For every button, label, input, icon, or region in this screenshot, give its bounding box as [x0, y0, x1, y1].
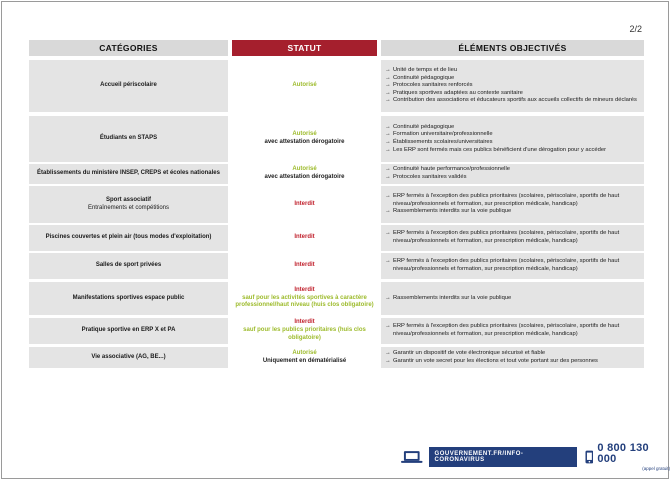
element-bullet: [385, 350, 640, 358]
header-categories: CATÉGORIES: [29, 40, 228, 56]
table-row: [29, 253, 644, 279]
element-bullet: [385, 323, 640, 338]
table-row: [29, 318, 644, 344]
element-text: Rassemblements interdits sur la voie publique: [393, 294, 512, 301]
elements-cell: [381, 60, 644, 112]
elements-cell: [381, 318, 644, 344]
elements-cell: [381, 347, 644, 368]
arrow-icon: →: [385, 174, 391, 180]
table-row: [29, 282, 644, 315]
category-sublabel: Entraînements et compétitions: [87, 204, 170, 211]
footer: [401, 442, 670, 471]
arrow-icon: →: [385, 258, 391, 265]
arrow-icon: →: [385, 208, 391, 215]
status-cell: [232, 347, 377, 368]
status-cell: [232, 60, 377, 112]
element-bullet: [385, 97, 640, 105]
status-value: Interdit: [294, 319, 315, 326]
element-text: Protocoles sanitaires renforcés: [393, 82, 473, 89]
element-text: ERP fermés à l'exception des publics prioritaires (scolaires, périscolaire, sportifs de haut niveau/professionnels et formation, sur prescription médicale, handicap): [393, 323, 620, 337]
arrow-icon: →: [385, 323, 391, 330]
category-label: Pratique sportive en ERP X et PA: [81, 327, 176, 334]
status-cell: [232, 318, 377, 344]
element-bullet: [385, 139, 640, 147]
element-text: Garantir un vote secret pour les élections et tout vote portant sur des personnes: [393, 357, 598, 364]
table-row: [29, 225, 644, 251]
element-bullet: [385, 67, 640, 75]
arrow-icon: →: [385, 97, 391, 104]
category-cell: [29, 116, 228, 162]
laptop-icon: [401, 450, 423, 464]
category-cell: [29, 164, 228, 184]
element-bullet: [385, 131, 640, 139]
element-bullet: [385, 124, 640, 132]
category-cell: [29, 282, 228, 315]
status-value: Interdit: [294, 234, 315, 241]
category-cell: [29, 253, 228, 279]
table-row: [29, 116, 644, 162]
arrow-icon: →: [385, 146, 391, 153]
category-label: Accueil périscolaire: [100, 82, 157, 89]
category-label: Salles de sport privées: [95, 262, 162, 269]
category-label: Établissements du ministère INSEP, CREPS et écoles nationales: [37, 170, 220, 177]
element-text: ERP fermés à l'exception des publics prioritaires (scolaires, périscolaire, sportifs de haut niveau/professionnels et formation, sur prescription médicale, handicap): [393, 230, 620, 244]
arrow-icon: →: [385, 74, 391, 81]
status-value: Interdit: [294, 262, 315, 269]
arrow-icon: →: [385, 357, 391, 364]
arrow-icon: →: [385, 349, 391, 356]
element-text: Rassemblements interdits sur la voie publique: [393, 208, 512, 215]
status-detail: avec attestation dérogatoire: [264, 139, 345, 145]
element-text: Pratiques sportives adaptées au contexte sanitaire: [393, 89, 523, 96]
status-value: Autorisé: [292, 82, 317, 89]
element-bullet: [385, 82, 640, 90]
category-label: Manifestations sportives espace public: [72, 294, 185, 301]
status-value: Interdit: [294, 200, 315, 207]
element-bullet: [385, 258, 640, 273]
status-value: Interdit: [294, 286, 315, 293]
elements-cell: [381, 164, 644, 184]
element-bullet: [385, 193, 640, 208]
category-cell: [29, 186, 228, 223]
status-cell: [232, 225, 377, 251]
category-label: Sport associatif: [105, 196, 151, 203]
arrow-icon: →: [385, 166, 391, 173]
element-bullet: [385, 174, 640, 182]
element-bullet: [385, 166, 640, 174]
arrow-icon: →: [385, 89, 391, 96]
category-label: Vie associative (AG, BE...): [91, 353, 166, 360]
element-bullet: [385, 230, 640, 245]
elements-cell: [381, 186, 644, 223]
arrow-icon: →: [385, 193, 391, 200]
element-text: Établissements scolaires/universitaires: [393, 139, 493, 145]
element-bullet: [385, 208, 640, 216]
category-cell: [29, 60, 228, 112]
element-text: Formation universitaire/professionnelle: [393, 131, 493, 138]
element-bullet: [385, 358, 640, 366]
arrow-icon: →: [385, 131, 391, 138]
phone-number[interactable]: 0 800 130 000: [597, 442, 649, 465]
table-row: [29, 60, 644, 112]
element-text: Contribution des associations et éducateurs sportifs aux accueils collectifs de mineurs déclarés: [393, 97, 637, 104]
element-text: Continuité pédagogique: [393, 74, 455, 81]
category-label: Étudiants en STAPS: [99, 135, 158, 142]
element-text: Continuité haute performance/professionnelle: [393, 166, 510, 173]
phone-number-block: [597, 443, 670, 471]
category-label: Piscines couvertes et plein air (tous modes d'exploitation): [45, 234, 212, 241]
element-text: Protocoles sanitaires validés: [393, 174, 467, 180]
phone-note: (appel gratuit): [642, 466, 670, 471]
element-text: ERP fermés à l'exception des publics prioritaires (scolaires, périscolaire, sportifs de haut niveau/professionnels et formation, sur prescription médicale, handicap): [393, 193, 620, 207]
status-value: Autorisé: [292, 166, 317, 173]
elements-cell: [381, 282, 644, 315]
status-detail: sauf pour les publics prioritaires (huis clos obligatoire): [243, 327, 366, 341]
category-cell: [29, 347, 228, 368]
status-detail: sauf pour les activités sportives à caractère professionnel/haut niveau (huis clos obligatoire): [235, 294, 374, 309]
element-bullet: [385, 147, 640, 155]
status-value: Autorisé: [292, 131, 317, 138]
status-detail: Uniquement en dématérialisé: [262, 357, 347, 364]
table-row: [29, 347, 644, 368]
table-row: [29, 186, 644, 223]
element-text: Garantir un dispositif de vote électronique sécurisé et fiable: [393, 349, 546, 356]
status-cell: [232, 282, 377, 315]
category-cell: [29, 225, 228, 251]
elements-cell: [381, 253, 644, 279]
header-status: STATUT: [232, 40, 377, 56]
element-text: Unité de temps et de lieu: [393, 66, 458, 73]
arrow-icon: →: [385, 66, 391, 73]
arrow-icon: →: [385, 294, 391, 301]
gov-link[interactable]: GOUVERNEMENT.FR/INFO-CORONAVIRUS: [429, 447, 577, 467]
phone-icon: [585, 450, 594, 464]
arrow-icon: →: [385, 82, 391, 89]
arrow-icon: →: [385, 139, 391, 145]
elements-cell: [381, 225, 644, 251]
elements-cell: [381, 116, 644, 162]
status-cell: [232, 116, 377, 162]
arrow-icon: →: [385, 230, 391, 237]
header-elements: ÉLÉMENTS OBJECTIVÉS: [381, 40, 644, 56]
element-text: ERP fermés à l'exception des publics prioritaires (scolaires, périscolaire, sportifs de haut niveau/professionnels et formation, sur prescription médicale, handicap): [393, 258, 620, 272]
table-row: [29, 164, 644, 184]
element-bullet: [385, 90, 640, 98]
element-text: Les ERP sont fermés mais ces publics bénéficient d'une dérogation pour y accéder: [393, 146, 607, 153]
category-cell: [29, 318, 228, 344]
status-cell: [232, 164, 377, 184]
arrow-icon: →: [385, 123, 391, 130]
status-cell: [232, 253, 377, 279]
element-bullet: [385, 295, 640, 303]
status-detail: avec attestation dérogatoire: [264, 174, 345, 180]
element-text: Continuité pédagogique: [393, 123, 455, 130]
page-number: 2/2: [629, 24, 642, 34]
element-bullet: [385, 75, 640, 83]
status-value: Autorisé: [292, 349, 317, 356]
status-cell: [232, 186, 377, 223]
